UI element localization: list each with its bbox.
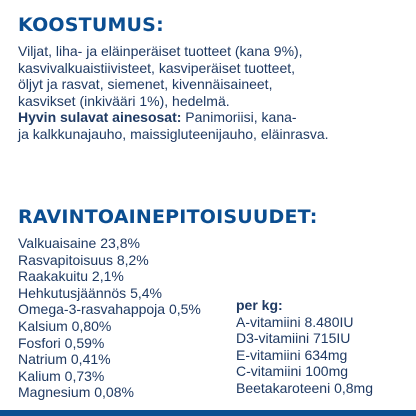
nutrition-title: RAVINTOAINEPITOISUUDET: xyxy=(18,206,318,228)
vitamin-row: A-vitamiini 8.480IU xyxy=(236,313,354,330)
bottom-bar xyxy=(0,410,416,416)
nutrient-row: Rasvapitoisuus 8,2% xyxy=(18,251,149,268)
ingredients-label: Hyvin sulavat ainesosat: xyxy=(18,109,182,125)
nutrient-row: Magnesium 0,08% xyxy=(18,384,134,401)
vitamin-row: E-vitamiini 634mg xyxy=(236,346,348,363)
nutrient-row: Natrium 0,41% xyxy=(18,351,111,368)
nutrient-row: Kalium 0,73% xyxy=(18,367,105,384)
vitamin-row: Beetakaroteeni 0,8mg xyxy=(236,379,373,396)
ingredients-line: ja kalkkunajauho, maissigluteenijauho, eläinrasva. xyxy=(18,125,329,142)
nutrient-row: Fosfori 0,59% xyxy=(18,334,105,351)
composition-title: KOOSTUMUS: xyxy=(18,14,164,36)
nutrient-row: Omega-3-rasvahappoja 0,5% xyxy=(18,301,201,318)
composition-text xyxy=(18,43,408,142)
composition-line: kasvivalkuaistiivisteet, kasviperäiset tuotteet, xyxy=(18,59,296,76)
composition-line: öljyt ja rasvat, siemenet, kivennäisaineet, xyxy=(18,76,273,92)
ingredients-text: Panimoriisi, kana- xyxy=(181,109,297,125)
ingredients-line xyxy=(18,109,408,126)
nutrient-row: Raakakuitu 2,1% xyxy=(18,268,124,285)
vitamin-row: C-vitamiini 100mg xyxy=(236,363,349,380)
composition-line: Viljat, liha- ja eläinperäiset tuotteet (kana 9%), xyxy=(18,43,303,59)
vitamin-row: D3-vitamiini 715IU xyxy=(236,330,351,347)
vitamin-list xyxy=(236,297,373,397)
nutrient-row: Kalsium 0,80% xyxy=(18,317,112,334)
nutrient-row: Valkuaisaine 23,8% xyxy=(18,235,140,251)
composition-line: kasvikset (inkivääri 1%), hedelmä. xyxy=(18,92,230,109)
per-kg-header: per kg: xyxy=(236,297,283,313)
nutrient-row: Hehkutusjäännös 5,4% xyxy=(18,284,162,301)
nutrient-list xyxy=(18,235,201,401)
